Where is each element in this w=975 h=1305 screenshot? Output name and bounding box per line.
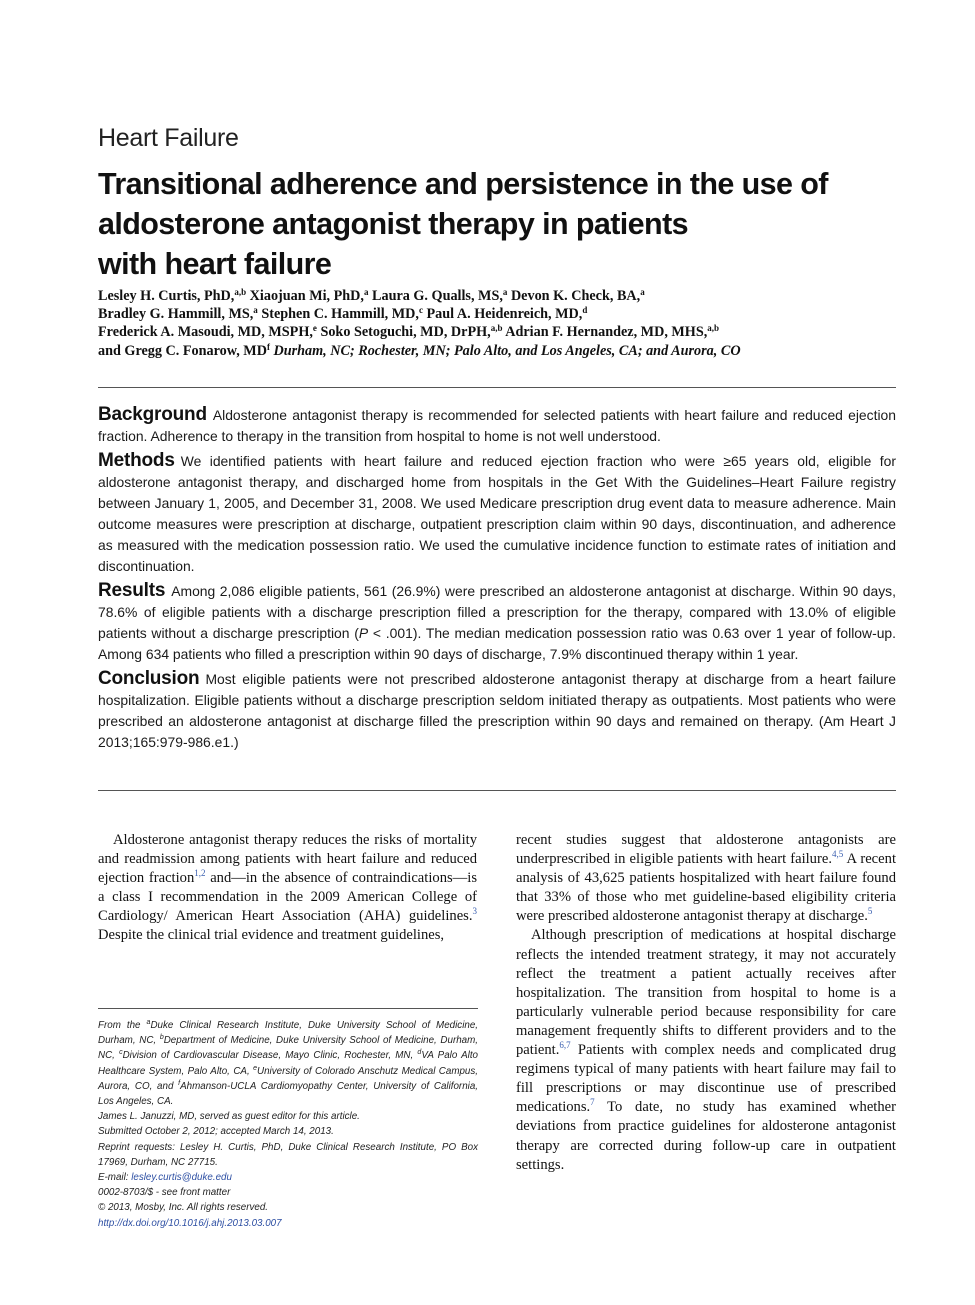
citation-link[interactable]: 1,2	[194, 868, 206, 879]
author-name: Bradley G. Hammill, MS,	[98, 306, 254, 323]
abstract-background	[98, 404, 896, 447]
body-text: Patients with complex needs and complicated drug regimens typical of many patients with heart failure may fail to fill prescriptions or may discontinue use of prescribed medications.	[516, 1042, 896, 1116]
body-text: and—in the absence of contraindications—is a class I recommendation in the 2009 American College of Cardiology/ American Heart Association (AHA) guidelines.	[98, 870, 477, 925]
abstract-conclusion	[98, 668, 896, 753]
body-text: recent studies suggest that aldosterone antagonists are underprescribed in eligible patients with heart failure.	[516, 832, 896, 868]
email-label: E-mail:	[98, 1172, 132, 1184]
body-text: Although prescription of medications at hospital discharge reflects the intended treatment strategy, it may not accurately reflect the treatment a patient actually receives after hospitalization. The transition from hospital to home is a particularly vulnerable period because responsibility for care management frequently shifts to different providers and to the patient.	[516, 927, 896, 1059]
email-link[interactable]: lesley.curtis@duke.edu	[131, 1172, 232, 1184]
author-name: Paul A. Heidenreich, MD,	[426, 306, 583, 323]
citation-link[interactable]: 6,7	[559, 1040, 571, 1051]
body-text: To date, no study has examined whether deviations from practice guidelines for aldosterone antagonist therapy are corrected during follow-up care in outpatient settings.	[516, 1099, 896, 1173]
issn-note: 0002-8703/$ - see front matter	[98, 1187, 231, 1199]
abstract-heading: Conclusion	[98, 668, 200, 689]
author-line	[98, 287, 898, 305]
author-line	[98, 305, 898, 323]
title-line: with heart failure	[98, 247, 332, 281]
author-name: Devon K. Check, BA,	[510, 288, 641, 304]
affiliation-marker: f	[178, 1079, 181, 1087]
author-name: Stephen C. Hammill, MD,	[261, 306, 419, 323]
reprint-requests: Reprint requests: Lesley H. Curtis, PhD, Duke Clinical Research Institute, PO Box 17969, Durham, NC 27715.	[98, 1141, 478, 1168]
affiliation-marker: a	[253, 305, 258, 316]
section-label: Heart Failure	[98, 124, 239, 152]
p-value-symbol: P	[358, 625, 369, 641]
footnote-rule	[98, 1008, 478, 1009]
body-column-right	[516, 831, 896, 1175]
body-paragraph	[516, 926, 896, 1174]
affiliation-marker: a	[502, 287, 508, 297]
body-paragraph	[98, 831, 477, 946]
body-text: Despite the clinical trial evidence and treatment guidelines,	[98, 927, 445, 944]
citation-link[interactable]: 3	[472, 906, 477, 917]
footnote-text: Ahmanson-UCLA Cardiomyopathy Center, University of California, Los Angeles, CA.	[98, 1080, 478, 1108]
body-text: A recent analysis of 43,625 patients hospitalized with heart failure found that 33% of those who met guideline-based eligibility criteria were prescribed aldosterone antagonist therapy at discharge.	[516, 851, 896, 925]
abstract-bottom-rule	[98, 790, 896, 791]
author-name: and Gregg C. Fonarow, MD	[98, 342, 267, 359]
affiliation-marker: c	[418, 305, 423, 316]
footnote-text: VA Palo Alto Healthcare System, Palo Alto, CA,	[98, 1050, 478, 1077]
affiliation-marker: a,b	[234, 287, 247, 297]
abstract-heading: Results	[98, 580, 166, 601]
title-line: aldosterone antagonist therapy in patients	[98, 207, 688, 241]
affiliation-marker: a,b	[707, 323, 720, 334]
citation-link[interactable]: 5	[867, 906, 873, 917]
author-name: Laura G. Qualls, MS,	[372, 288, 503, 304]
abstract-text: < .001). The median medication possession ratio was 0.63 over 1 year of follow-up. Among 634 patients who filled a prescription within 90 days of discharge, 7.9% discontinued therapy within 1 year.	[98, 625, 897, 662]
abstract-heading: Methods	[98, 450, 175, 471]
affiliation-marker: b	[159, 1034, 164, 1042]
abstract-text: Aldosterone antagonist therapy is recommended for selected patients with heart failure and reduced ejection fraction. Adherence to therapy in the transition from hospital to home is not well understood.	[98, 407, 896, 444]
affiliation-marker: f	[266, 341, 270, 352]
affiliation-marker: c	[119, 1049, 123, 1057]
author-name: Xiaojuan Mi, PhD,	[249, 288, 364, 304]
author-name: Adrian F. Hernandez, MD, MHS,	[505, 324, 708, 341]
abstract-text: Most eligible patients were not prescribed aldosterone antagonist therapy at discharge from a heart failure hospitalization. Eligible patients without a discharge prescription seldom initiated therapy as outpatients. Most patients who were prescribed an aldosterone antagonist at discharge filled the prescription within 90 days and remained on therapy. (Am Heart J 2013;165:979-986.e1.)	[98, 671, 896, 750]
article-title	[98, 164, 898, 284]
author-list	[98, 287, 898, 360]
affiliation-marker: a	[146, 1019, 151, 1026]
guest-editor-note: James L. Januzzi, MD, served as guest editor for this article.	[98, 1111, 360, 1123]
affiliation-marker: a	[363, 287, 369, 297]
abstract-top-rule	[98, 387, 896, 388]
affiliation-marker: a,b	[490, 323, 503, 334]
abstract-heading: Background	[98, 404, 207, 425]
affiliations-note	[98, 1018, 478, 1109]
footnote-text: University of Colorado Anschutz Medical Campus, Aurora, CO, and	[98, 1065, 478, 1092]
footnote-text: Department of Medicine, Duke University School of Medicine, Durham, NC,	[98, 1035, 478, 1062]
affiliation-marker: e	[253, 1064, 258, 1072]
body-column-left	[98, 831, 477, 946]
footnote-text: From the	[98, 1020, 147, 1031]
abstract	[98, 404, 896, 756]
author-locations: Durham, NC; Rochester, MN; Palo Alto, and Los Angeles, CA; and Aurora, CO	[273, 342, 741, 359]
author-line	[98, 323, 898, 341]
affiliation-marker: e	[312, 323, 317, 334]
affiliation-marker: a	[640, 287, 645, 297]
author-name: Soko Setoguchi, MD, DrPH,	[320, 324, 491, 341]
citation-link[interactable]: 4,5	[831, 849, 844, 860]
email-note	[98, 1170, 478, 1185]
author-line	[98, 342, 898, 360]
footnotes	[98, 1018, 478, 1231]
author-name: Lesley H. Curtis, PhD,	[98, 288, 235, 304]
author-name: Frederick A. Masoudi, MD, MSPH,	[98, 324, 313, 341]
doi-link[interactable]: http://dx.doi.org/10.1016/j.ahj.2013.03.007	[98, 1217, 282, 1229]
body-text: Aldosterone antagonist therapy reduces the risks of mortality and readmission among patients with heart failure and reduced ejection fraction	[98, 832, 477, 887]
affiliation-marker: d	[417, 1049, 422, 1057]
footnote-text: Duke Clinical Research Institute, Duke University School of Medicine, Durham, NC,	[98, 1020, 478, 1047]
copyright-note: © 2013, Mosby, Inc. All rights reserved.	[98, 1202, 269, 1214]
abstract-text: We identified patients with heart failure and reduced ejection fraction who were ≥65 years old, eligible for aldosterone antagonist therapy, and discharged home from hospitals in the Get With the Guidelines–Heart Failure registry between January 1, 2005, and December 31, 2008. We used Medicare prescription drug event data to measure adherence. Main outcome measures were prescription at discharge, outpatient prescription claim within 90 days, discontinuation, and adherence as measured with the medication possession ratio. We used the cumulative incidence function to estimate rates of initiation and discontinuation.	[98, 453, 896, 574]
abstract-results	[98, 580, 896, 665]
submission-dates: Submitted October 2, 2012; accepted March 14, 2013.	[98, 1126, 334, 1138]
body-paragraph	[516, 831, 896, 926]
abstract-text: Among 2,086 eligible patients, 561 (26.9%) were prescribed an aldosterone antagonist at discharge. Within 90 days, 78.6% of eligible patients with a discharge prescription filled a prescription for the therapy, compared with 13.0% of eligible patients without a discharge prescription (	[98, 583, 896, 641]
affiliation-marker: d	[582, 305, 588, 316]
citation-link[interactable]: 7	[590, 1097, 595, 1108]
title-line: Transitional adherence and persistence in the use of	[98, 167, 828, 201]
footnote-text: Division of Cardiovascular Disease, Mayo Clinic, Rochester, MN,	[122, 1050, 418, 1062]
abstract-methods	[98, 450, 896, 577]
